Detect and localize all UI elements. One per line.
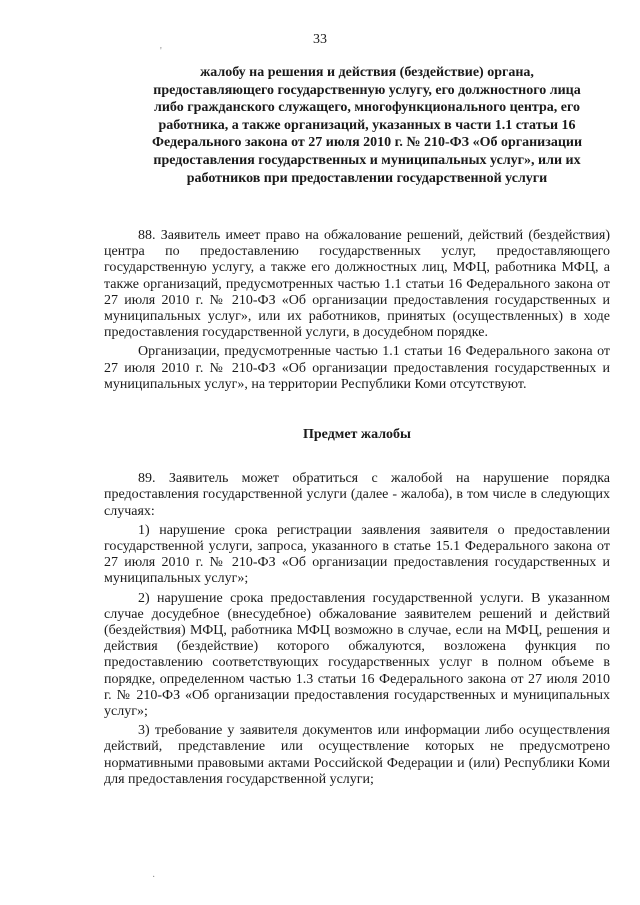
scan-speck: · xyxy=(152,872,156,883)
paragraph-organizations: Организации, предусмотренные частью 1.1 статьи 16 Федерального закона от 27 июля 2010 г. № 210-ФЗ «Об организации предоставления государственных и муниципальных услуг», на территории Республики Коми отсутствуют. xyxy=(104,344,610,392)
list-item-2: 2) нарушение срока предоставления государственной услуги. В указанном случае досудебное (внесудебное) обжалование заявителем решений и действий (бездействия) МФЦ, работника МФЦ возможно в случае, если на МФЦ, решения и действия (бездействие) которого обжалуются, возложена функция по предоставлению соответствующих государственных услуг в полном объеме в порядке, определенном частью 1.3 статьи 16 Федерального закона от 27 июля 2010 г. № 210-ФЗ «Об организации предоставления государственных и муниципальных услуг»; xyxy=(104,590,610,720)
list-item-1: 1) нарушение срока регистрации заявления заявителя о предоставлении государственной услуги, запроса, указанного в статье 15.1 Федерального закона от 27 июля 2010 г. № 210-ФЗ «Об организации предоставления государственных и муниципальных услуг»; xyxy=(104,522,610,587)
scan-speck: ' xyxy=(160,46,162,57)
subheading-complaint-subject: Предмет жалобы xyxy=(303,427,411,443)
list-item-3: 3) требование у заявителя документов или информации либо осуществления действий, представление или осуществление которых не предусмотрено нормативными правовыми актами Российской Федерации и (или) Республики Коми для предоставления государственной услуги; xyxy=(104,723,610,787)
paragraph-89: 89. Заявитель может обратиться с жалобой на нарушение порядка предоставления государственной услуги (далее - жалоба), в том числе в следующих случаях: xyxy=(104,471,610,519)
document-body xyxy=(104,228,610,788)
section-heading: жалобу на решения и действия (бездействие) органа, предоставляющего государственную услугу, его должностного лица либо гражданского служащего, многофункционального центра, его работника, а также организаций, указанных в части 1.1 статьи 16 Федерального закона от 27 июля 2010 г. № 210-ФЗ «Об организации предоставления государственных и муниципальных услуг», или их работников при предоставлении государственной услуги xyxy=(151,65,583,186)
paragraph-88: 88. Заявитель имеет право на обжалование решений, действий (бездействия) центра по предоставлению государственных услуг, предоставляющего государственную услугу, а также его должностных лиц, МФЦ, работника МФЦ, а также организаций, предусмотренных частью 1.1 статьи 16 Федерального закона от 27 июля 2010 г. № 210-ФЗ «Об организации предоставления государственных и муниципальных услуг», или их работников, принятых (осуществленных) в ходе предоставления государственной услуги, в досудебном порядке. xyxy=(104,228,610,341)
page-number: 33 xyxy=(313,32,327,47)
